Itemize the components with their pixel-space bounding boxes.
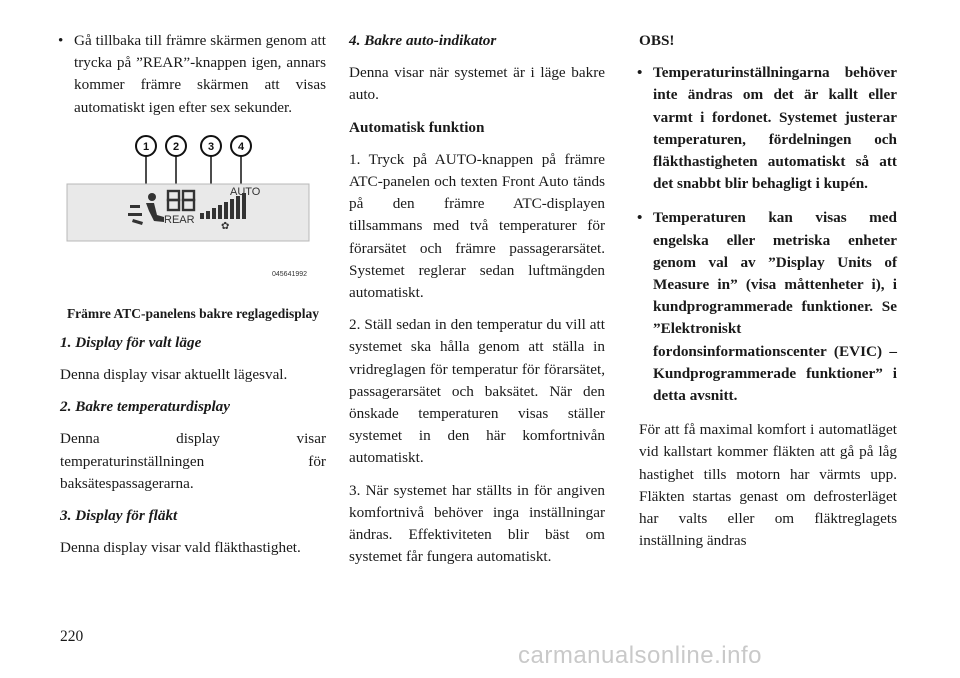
paragraph: Denna display visar aktuellt lägesval. — [60, 366, 288, 384]
step-paragraph: 3. När systemet har ställts in för angiven komfortnivå behöver inga inställningar ändras. Effektiviteten blir bäst om systemet får fungera automatiskt. — [349, 481, 605, 566]
callout-label-4: 4 — [237, 140, 245, 153]
paragraph: Denna visar när systemet är i läge bakre auto. — [349, 64, 605, 104]
bullet-item: • Gå tillbaka till främre skärmen genom att trycka på ”REAR”-knappen igen, annars kommer främre skärmen att visas automatiskt igen efter sex sekunder. — [60, 30, 326, 119]
section-heading: 2. Bakre temperaturdisplay — [60, 398, 231, 416]
subheading: Automatisk funktion — [349, 118, 485, 136]
page-number: 220 — [60, 628, 84, 645]
auto-label: AUTO — [230, 185, 261, 198]
callout-label-2: 2 — [172, 140, 180, 153]
step-paragraph: 1. Tryck på AUTO-knappen på främre ATC-panelen och texten Front Auto tänds på den främre ATC-displayen tillsammans med två temperaturer för förarsätet och främre passagerarsätet. Systemet reglerar sedan luftmängden automatiskt. — [349, 150, 605, 302]
callout-label-1: 1 — [142, 140, 150, 153]
display-panel — [67, 184, 309, 241]
step-paragraph: 2. Ställ sedan in den temperatur du vill att systemet ska hålla genom att ställa in vridreglagen för temperatur för förarsätet, passagerarsätet och baksätet. När den önskade temperaturen visas ställer systemet in den här komfortnivån automatiskt. — [349, 316, 605, 467]
section-heading: 1. Display för valt läge — [60, 333, 202, 351]
section-heading: 4. Bakre auto-indikator — [349, 32, 497, 49]
paragraph: För att få maximal komfort i automatläget vid kallstart kommer fläkten att gå på låg hastighet tills motorn har värmts upp. Fläkten startas genast om defrosterläget har valts eller om fläktreglagets inställning ändras — [639, 421, 897, 550]
column-1 — [60, 30, 326, 569]
paragraph: Denna display visar vald fläkthastighet. — [60, 539, 301, 557]
figure-caption: Främre ATC-panelens bakre reglagedisplay — [66, 305, 320, 321]
callout-label-3: 3 — [207, 140, 215, 153]
figure-id: 045641992 — [272, 270, 308, 278]
rear-display-figure — [60, 131, 326, 301]
fan-icon: ✿ — [221, 220, 230, 232]
column-2 — [349, 30, 605, 578]
section-heading: 3. Display för fläkt — [60, 507, 178, 525]
rear-display-illustration — [60, 131, 326, 301]
note-bullet: • Temperaturinställningarna behöver inte ändras om det är kallt eller varmt i fordonet. Systemet justerar temperaturen, fördelningen och fläkthastigheten automatiskt så att det snabbt blir behagligt i kupén. — [639, 62, 897, 195]
note-heading: OBS! — [639, 32, 675, 49]
rear-label: REAR — [164, 213, 195, 226]
note-bullet: • Temperaturen kan visas med engelska eller metriska enheter genom val av ”Display Units of Measure in” (visa måttenheter i), i kundprogrammerade funktioner. Se ”Elektroniskt fordonsinformationscenter (EVIC) – Kundprogrammerade funktioner” i detta avsnitt. — [639, 207, 897, 407]
column-3 — [639, 30, 897, 562]
paragraph: Denna display visar temperaturinställningen för baksätespassagerarna. — [60, 430, 326, 492]
watermark: carmanualsonline.info — [518, 642, 762, 669]
